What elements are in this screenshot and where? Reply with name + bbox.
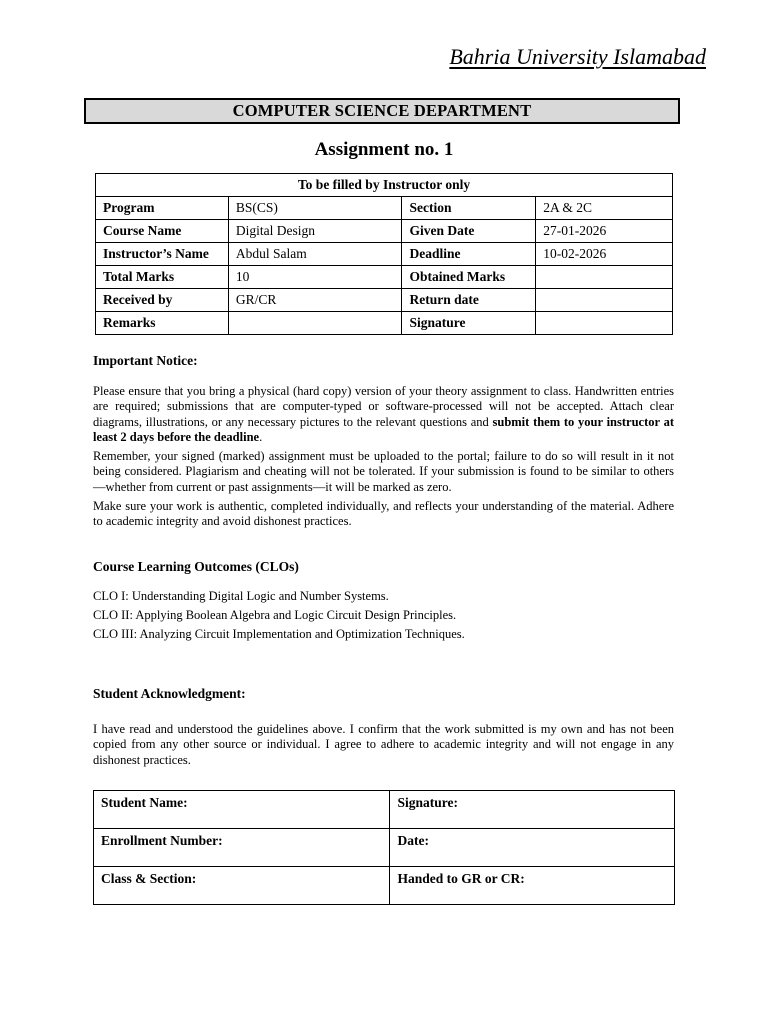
table-row xyxy=(96,312,673,335)
table-row xyxy=(94,867,675,905)
clo-heading: Course Learning Outcomes (CLOs) xyxy=(93,559,299,574)
given-date-label: Given Date xyxy=(402,220,536,243)
student-info-table xyxy=(93,790,675,905)
total-marks-value: 10 xyxy=(228,266,402,289)
deadline-label: Deadline xyxy=(402,243,536,266)
table-header: To be filled by Instructor only xyxy=(96,174,673,197)
table-row xyxy=(96,289,673,312)
notice-paragraph-2: Remember, your signed (marked) assignment must be uploaded to the portal; failure to do so will result in it not being considered. Plagiarism and cheating will not be tolerated. If your submission is found to be similar to others—whether from current or past assignments—it will be marked as zero. xyxy=(93,449,674,494)
notice-heading: Important Notice: xyxy=(93,353,198,368)
table-row xyxy=(96,220,673,243)
table-row xyxy=(94,791,675,829)
acknowledgment-text: I have read and understood the guidelines above. I confirm that the work submitted is my own and has not been copied from any other source or individual. I agree to adhere to academic integrity and will not engage in any dishonest practices. xyxy=(93,722,674,767)
remarks-value[interactable] xyxy=(228,312,402,335)
clo-item: CLO I: Understanding Digital Logic and Number Systems. xyxy=(93,589,389,603)
enrollment-number-field[interactable]: Enrollment Number: xyxy=(94,829,390,867)
date-field[interactable]: Date: xyxy=(390,829,675,867)
table-row xyxy=(96,197,673,220)
table-header-row xyxy=(96,174,673,197)
received-by-value: GR/CR xyxy=(228,289,402,312)
class-section-field[interactable]: Class & Section: xyxy=(94,867,390,905)
signature-value[interactable] xyxy=(536,312,673,335)
acknowledgment-heading: Student Acknowledgment: xyxy=(93,686,246,701)
table-row xyxy=(94,829,675,867)
notice-p1-end: . xyxy=(259,430,263,445)
total-marks-label: Total Marks xyxy=(96,266,229,289)
remarks-label: Remarks xyxy=(96,312,229,335)
department-title: COMPUTER SCIENCE DEPARTMENT xyxy=(232,101,532,120)
return-date-label: Return date xyxy=(402,289,536,312)
course-name-label: Course Name xyxy=(96,220,229,243)
notice-paragraph-3: Make sure your work is authentic, completed individually, and reflects your understanding of the material. Adhere to academic integrity and avoid dishonest practices. xyxy=(93,499,674,529)
table-row xyxy=(96,266,673,289)
obtained-marks-value[interactable] xyxy=(536,266,673,289)
clo-item: CLO III: Analyzing Circuit Implementation and Optimization Techniques. xyxy=(93,627,465,641)
program-value: BS(CS) xyxy=(228,197,402,220)
notice-p1-bold: submit them to your instructor at least 2 days before the deadline xyxy=(93,414,674,445)
notice-p1-text: Please ensure that you bring a physical (hard copy) version of your theory assignment to class. Handwritten entries are required; submissions that are computer-typed or software-processed will not be accepted. Attach clear diagrams, illustrations, or any necessary pictures to the relevant questions and xyxy=(93,384,674,429)
student-signature-field[interactable]: Signature: xyxy=(390,791,675,829)
obtained-marks-label: Obtained Marks xyxy=(402,266,536,289)
department-banner xyxy=(84,98,680,124)
table-row xyxy=(96,243,673,266)
notice-paragraph-1 xyxy=(93,384,674,446)
student-name-field[interactable]: Student Name: xyxy=(94,791,390,829)
assignment-title: Assignment no. 1 xyxy=(314,139,454,160)
given-date-value: 27-01-2026 xyxy=(536,220,673,243)
instructor-name-label: Instructor’s Name xyxy=(96,243,229,266)
section-value: 2A & 2C xyxy=(536,197,673,220)
instructor-info-table xyxy=(95,173,673,335)
signature-label: Signature xyxy=(402,312,536,335)
return-date-value[interactable] xyxy=(536,289,673,312)
course-name-value: Digital Design xyxy=(228,220,402,243)
program-label: Program xyxy=(96,197,229,220)
handed-to-field[interactable]: Handed to GR or CR: xyxy=(390,867,675,905)
received-by-label: Received by xyxy=(96,289,229,312)
university-name: Bahria University Islamabad xyxy=(449,44,706,69)
section-label: Section xyxy=(402,197,536,220)
deadline-value: 10-02-2026 xyxy=(536,243,673,266)
instructor-name-value: Abdul Salam xyxy=(228,243,402,266)
clo-item: CLO II: Applying Boolean Algebra and Logic Circuit Design Principles. xyxy=(93,608,457,622)
